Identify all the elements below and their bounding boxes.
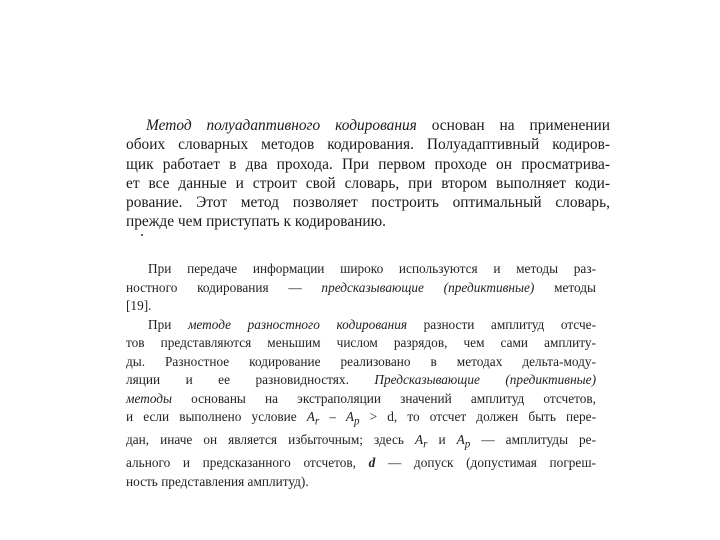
text-line: тов представляются меньшим числом разрядов, чем сами амплиту- xyxy=(126,335,596,350)
text-line: Метод полуадаптивного кодирования основан на применении xyxy=(146,117,610,134)
text-line: ды. Разностное кодирование реализовано в методах дельта-моду- xyxy=(126,353,596,369)
formula-condition: $A_r - A_p$ xyxy=(306,409,360,428)
term-semi-adaptive-method: Метод полуадаптивного кодирования xyxy=(146,117,417,134)
speck-mark xyxy=(141,234,143,236)
paragraph-semi-adaptive-coding xyxy=(126,116,610,232)
term-differential-method: методе разностного кодирования xyxy=(187,316,408,332)
text-line: рование. Этот метод позволяет построить оптимальный словарь, xyxy=(126,194,610,212)
term-predictive-methods: Предсказывающие (предиктивные) xyxy=(374,372,597,387)
term-predictive: предсказывающие (предиктивные) xyxy=(321,279,535,295)
text-line: При передаче информации широко используются и методы раз- xyxy=(148,261,596,276)
formula-symbol: $A_p$ xyxy=(456,432,471,451)
text-line: ность представления амплитуд). xyxy=(126,473,309,489)
formula-symbols: $A_r$ xyxy=(414,432,428,451)
text-line: методы основаны на экстраполяции значений амплитуд отсчетов, xyxy=(126,390,596,406)
text-line: прежде чем приступать к кодированию. xyxy=(126,213,386,231)
symbol-d: d xyxy=(368,455,376,471)
text-line: ет все данные и строит свой словарь, при втором выполняет коди- xyxy=(126,174,610,192)
text-line: При методе разностного кодирования разности амплитуд отсче- xyxy=(148,316,596,332)
text-line: дан, иначе он является избыточным; здесь $A_r$ и $A_p$ — амплитуды ре- xyxy=(126,432,597,451)
text-line: ностного кодирования — предсказывающие (предиктивные) методы xyxy=(126,279,596,295)
paragraph-differential-coding xyxy=(126,260,596,491)
text-line: ального и предсказанного отсчетов, d — допуск (допустимая погреш- xyxy=(126,455,596,471)
text-line: и если выполнено условие $A_r - A_p > d$, то отсчет должен быть пере- xyxy=(126,409,596,428)
text-line: щик работает в два прохода. При первом проходе он просматрива- xyxy=(126,155,610,173)
text-line: [19]. xyxy=(126,298,152,313)
text-line: ляции и ее разновидностях. Предсказывающие (предиктивные) xyxy=(126,372,597,387)
text-line: обоих словарных методов кодирования. Полуадаптивный кодиров- xyxy=(126,136,610,154)
